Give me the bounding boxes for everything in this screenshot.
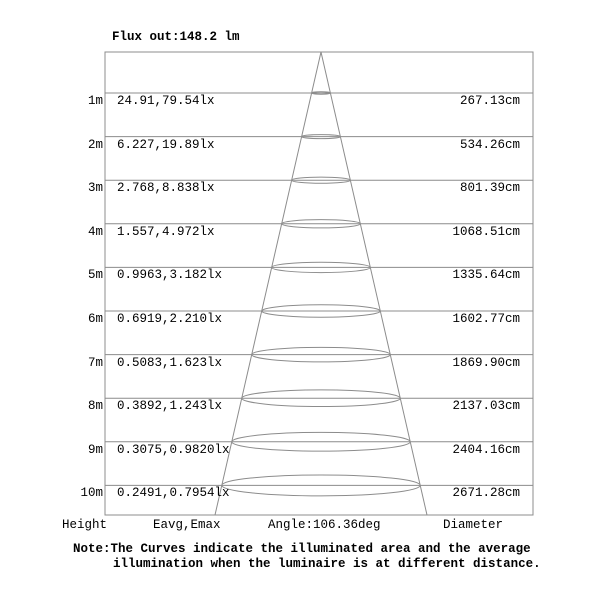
height-label: 4m: [87, 224, 103, 239]
eavg-emax-value: 0.3075,0.9820lx: [117, 442, 230, 457]
eavg-emax-value: 0.9963,3.182lx: [117, 268, 223, 283]
table-row: [0, 313, 600, 327]
eavg-emax-value: 2.768,8.838lx: [117, 181, 215, 196]
eavg-emax-value: 0.5083,1.623lx: [117, 355, 223, 370]
height-label: 5m: [87, 268, 103, 283]
diameter-value: 2404.16cm: [452, 442, 520, 457]
footer-height-label: Height: [62, 518, 108, 532]
diameter-value: 1869.90cm: [452, 355, 520, 370]
table-row: [0, 139, 600, 153]
diameter-value: 801.39cm: [459, 181, 520, 196]
note-line: Note:The Curves indicate the illuminated area and the average: [73, 542, 531, 556]
table-row: [0, 357, 600, 371]
table-row: [0, 226, 600, 240]
table-row: [0, 444, 600, 458]
height-label: 8m: [87, 399, 103, 414]
table-row: [0, 269, 600, 283]
eavg-emax-value: 24.91,79.54lx: [117, 94, 215, 108]
height-label: 9m: [87, 442, 103, 457]
eavg-emax-value: 6.227,19.89lx: [117, 137, 215, 152]
note-line: illumination when the luminaire is at different distance.: [113, 557, 541, 571]
footer-diameter-label: Diameter: [443, 518, 504, 532]
height-label: 6m: [87, 312, 103, 326]
height-label: 2m: [87, 137, 103, 152]
height-label: 3m: [87, 181, 103, 196]
eavg-emax-value: 0.6919,2.210lx: [117, 312, 223, 326]
diameter-value: 1335.64cm: [452, 268, 520, 283]
eavg-emax-value: 0.2491,0.7954lx: [117, 486, 230, 501]
footer-angle-label: Angle:106.36deg: [268, 518, 381, 532]
diameter-value: 534.26cm: [459, 137, 520, 152]
table-row: [0, 487, 600, 501]
height-label: 1m: [87, 94, 103, 108]
diameter-value: 1602.77cm: [452, 312, 520, 326]
footer-eavg-label: Eavg,Emax: [153, 518, 221, 532]
height-label: 7m: [87, 355, 103, 370]
diameter-value: 2137.03cm: [452, 399, 520, 414]
flux-out-title: Flux out:148.2 lm: [112, 30, 240, 44]
diameter-value: 2671.28cm: [452, 486, 520, 501]
table-row: [0, 400, 600, 414]
height-label: 10m: [80, 486, 103, 501]
diameter-value: 267.13cm: [459, 94, 520, 108]
eavg-emax-value: 0.3892,1.243lx: [117, 399, 223, 414]
table-row: [0, 95, 600, 109]
table-row: [0, 182, 600, 196]
diameter-value: 1068.51cm: [452, 224, 520, 239]
eavg-emax-value: 1.557,4.972lx: [117, 224, 215, 239]
